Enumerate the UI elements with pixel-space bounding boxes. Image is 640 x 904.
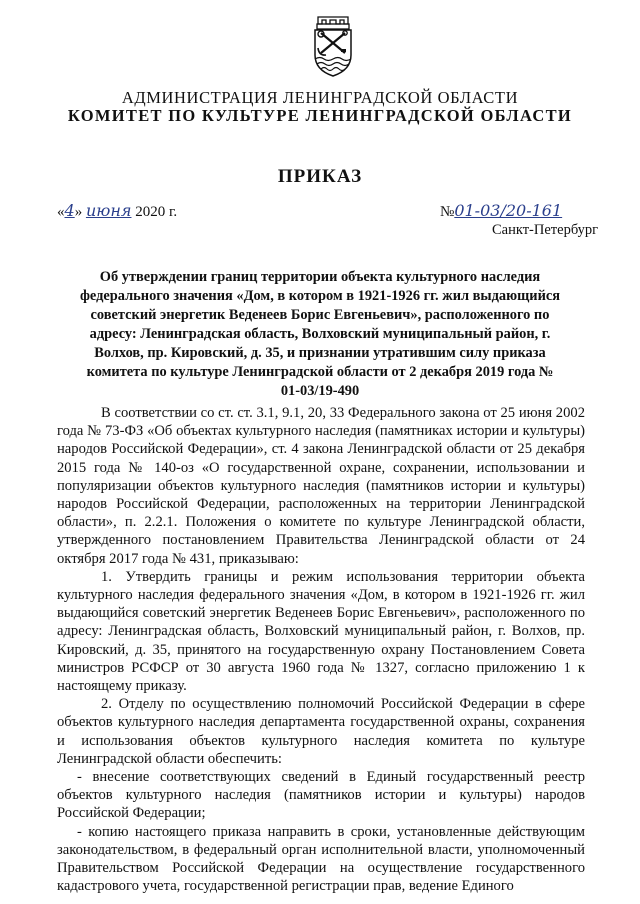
document-date <box>57 201 177 221</box>
document-city: Санкт-Петербург <box>492 222 599 238</box>
clause-2-item-registry: - внесение соответствующих сведений в Единый государственный реестр объектов культурного наследия (памятников истории и культуры) народов Российской Федерации; <box>57 769 585 822</box>
date-close-quote: » <box>74 204 83 220</box>
date-day: 4 <box>64 201 75 220</box>
date-year: 2020 г. <box>135 204 178 220</box>
date-month: июня <box>85 201 132 220</box>
document-title: Об утверждении границ территории объекта культурного наследия федерального значения «Дом, в котором в 1921-1926 гг. жил выдающийся советский энергетик Веденеев Борис Евгеньевич», расположенного по адресу: Ленинградская область, Волховский муниципальный район, г. Волхов, пр. Кировский, д. 35, и признании утратившим силу приказа комитета по культуре Ленинградской области от 2 декабря 2019 года № 01-03/19-490 <box>79 269 561 399</box>
number-prefix: № <box>440 204 455 220</box>
organization-name: АДМИНИСТРАЦИЯ ЛЕНИНГРАДСКОЙ ОБЛАСТИ <box>121 88 519 107</box>
document-type: ПРИКАЗ <box>277 166 363 187</box>
preamble-paragraph: В соответствии со ст. ст. 3.1, 9.1, 20, 33 Федерального закона от 25 июня 2002 года № 73-ФЗ «Об объектах культурного наследия (памятниках истории и культуры) народов Российской Федерации», ст. 4 закона Ленинградской области от 25 декабря 2015 года № 140-оз «О государственной охране, сохранении, использовании и популяризации объектов культурного наследия (памятников истории и культуры) народов Российской Федерации, расположенных на территории Ленинградской области», п. 2.2.1. Положения о комитете по культуре Ленинградской области, утвержденного постановлением Правительства Ленинградской области от 24 октября 2017 года № 431, приказываю: <box>57 405 585 567</box>
document-body <box>57 404 585 895</box>
number-value: 01-03/20-161 <box>454 201 563 220</box>
clause-1-paragraph: 1. Утвердить границы и режим использования территории объекта культурного наследия федерального значения «Дом, в котором в 1921-1926 гг. жил выдающийся советский энергетик Веденеев Борис Евгеньевич», расположенного по адресу: Ленинградская область, Волховский муниципальный район, г. Волхов, пр. Кировский, д. 35, принятого на государственную охрану Постановлением Совета министров РСФСР от 30 августа 1960 года № 1327, согласно приложению 1 к настоящему приказу. <box>57 568 585 695</box>
clause-2-paragraph: 2. Отделу по осуществлению полномочий Российской Федерации в сфере объектов культурного наследия департамента государственной охраны, сохранения и использования объектов культурного наследия комитета по культуре Ленинградской области обеспечить: <box>57 696 585 767</box>
coat-of-arms-icon <box>312 15 354 78</box>
date-open-quote: « <box>57 204 65 220</box>
document-number <box>440 201 562 221</box>
committee-name: КОМИТЕТ ПО КУЛЬТУРЕ ЛЕНИНГРАДСКОЙ ОБЛАСТИ <box>67 106 573 125</box>
clause-2-item-copy: - копию настоящего приказа направить в сроки, установленные действующим законодательством, в федеральный орган исполнительной власти, уполномоченный Правительством Российской Федерации на осуществление государственного кадастрового учета, государственной регистрации прав, ведение Единого <box>57 823 585 895</box>
